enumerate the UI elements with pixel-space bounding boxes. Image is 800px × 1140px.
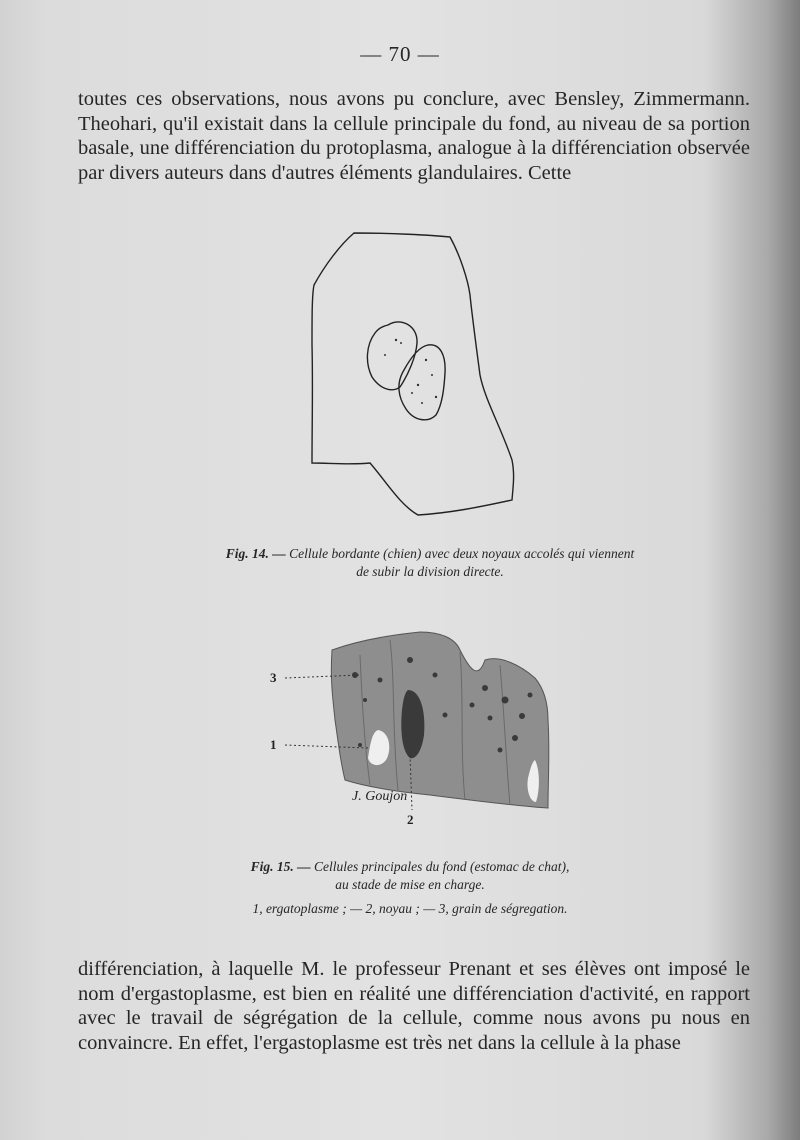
figure-14-caption-line2: de subir la division directe.	[356, 564, 504, 579]
paragraph-bottom: différenciation, à laquelle M. le professeur Prenant et ses élèves ont imposé le nom d'ergastoplasme, est bien en réalité une différenciation d'activité, en rapport avec le travail de ségrégation de la cellule, comme nous avons pu nous en convaincre. En effet, l'ergastoplasme est très net dans la cellule à la phase	[78, 958, 750, 1054]
cell-outline	[312, 233, 514, 515]
marker-3: 3	[270, 670, 277, 685]
marker-1: 1	[270, 737, 277, 752]
figure-15-caption-line2: au stade de mise en charge.	[335, 877, 485, 892]
figure-15-caption-line1: Cellules principales du fond (estomac de chat),	[314, 859, 570, 874]
page-number: — 70 —	[360, 42, 440, 66]
figure-15-drawing	[260, 620, 570, 835]
marker-2: 2	[407, 812, 414, 827]
figure-14-label: Fig. 14. —	[225, 546, 286, 561]
figure-15-label: Fig. 15. —	[250, 859, 311, 874]
nucleus-left	[367, 322, 417, 390]
paragraph-top: toutes ces observations, nous avons pu conclure, avec Bensley, Zimmermann. Theohari, qu'il existait dans la cellule principale du fond, au niveau de sa portion basale, une différenciation du protoplasma, analogue à la différenciation observée par divers auteurs dans d'autres éléments glandulaires. Cette	[78, 88, 750, 184]
illustrator-signature: J. Goujon	[352, 789, 408, 804]
figure-14-caption	[30, 545, 800, 581]
figure-14-drawing	[300, 225, 530, 525]
figure-14-caption-line1: Cellule bordante (chien) avec deux noyaux accolés qui viennent	[289, 546, 635, 561]
figure-15-caption	[10, 858, 800, 918]
nucleus-right	[399, 345, 445, 420]
figure-15-legend: 1, ergatoplasme ; — 2, noyau ; — 3, grain de ségregation.	[252, 901, 568, 916]
